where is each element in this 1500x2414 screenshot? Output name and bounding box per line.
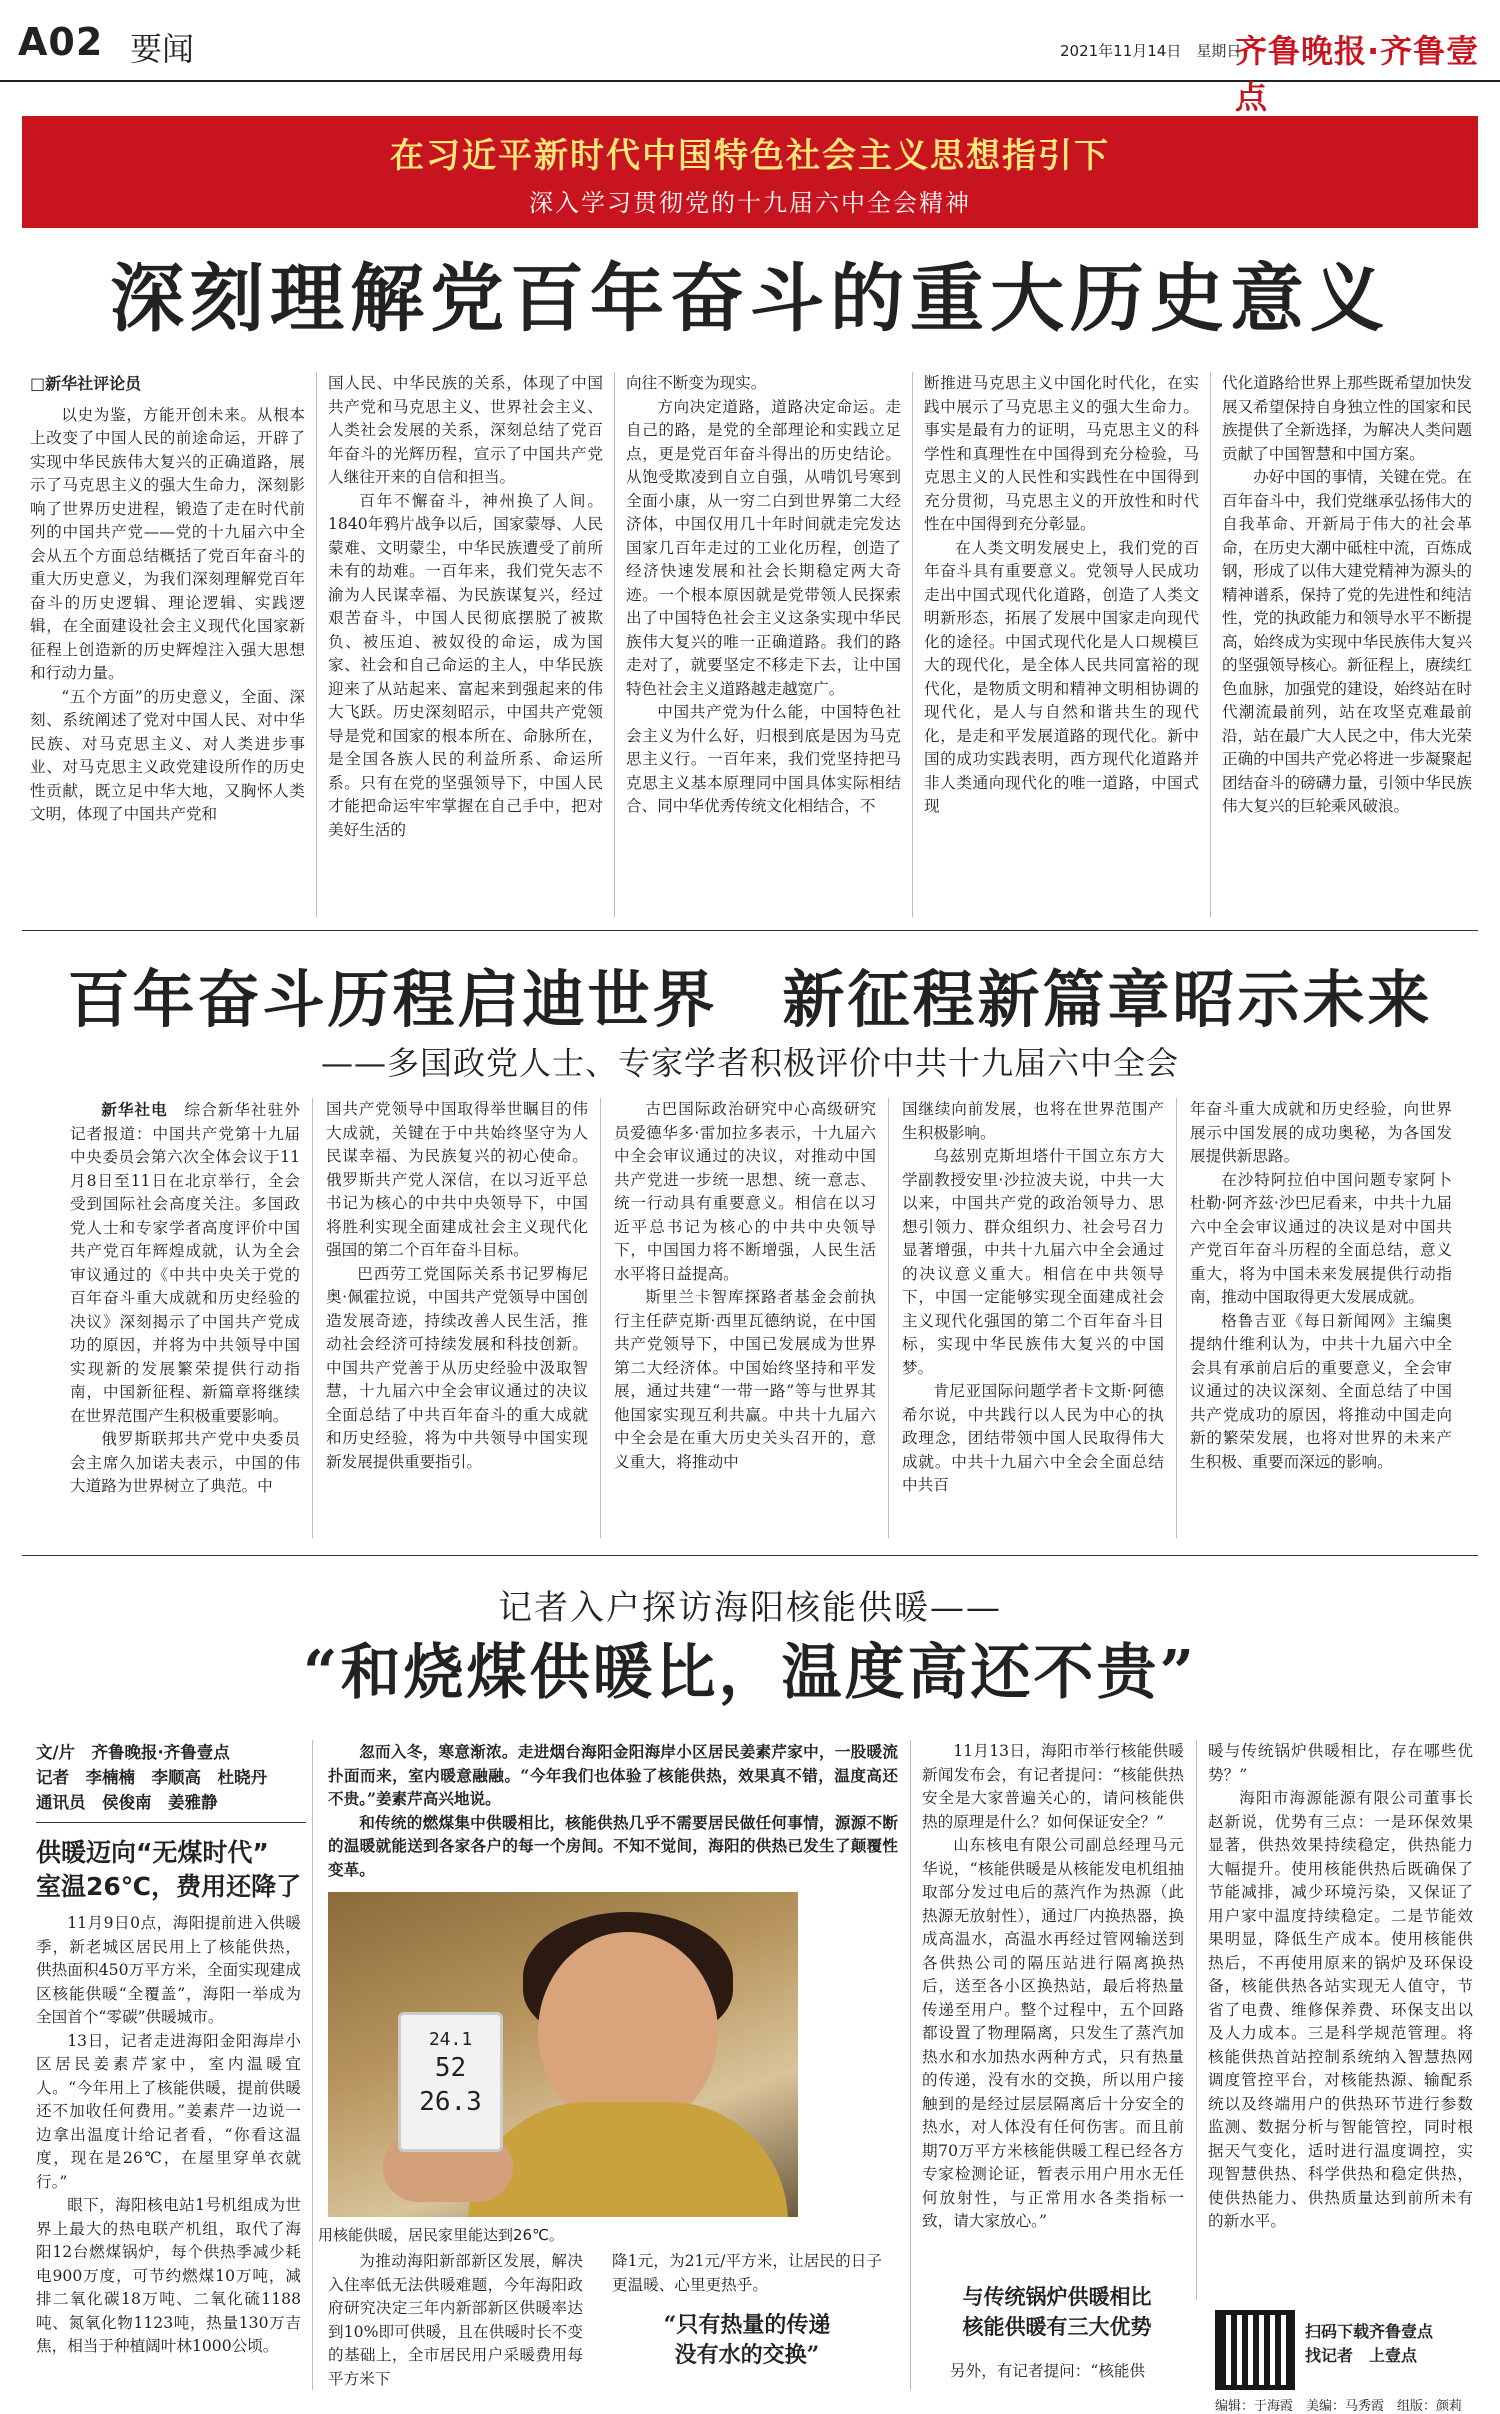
article1-col-5: [1222, 372, 1472, 917]
paragraph: 国人民、中华民族的关系，体现了中国共产党和马克思主义、世界社会主义、人类社会发展的关系，深刻总结了党百年奋斗的光辉历程，宣示了中国共产党人继往开来的自信和担当。: [328, 374, 603, 486]
paragraph: 方向决定道路，道路决定命运。走自己的路，是党的全部理论和实践立足点，更是党百年奋斗得出的历史结论。从饱受欺凌到自立自强，从啃饥号寒到全面小康，从一穷二白到世界第二大经济体，中国仅用几十年时间就走完发达国家几百年走过的工业化历程，创造了经济快速发展和社会长期稳定两大奇迹。一个根本原因就是党带领人民探索出了中国特色社会主义这条实现中华民族伟大复兴的唯一正确道路。我们的路走对了，就要坚定不移走下去，让中国特色社会主义道路越走越宽广。: [626, 397, 901, 698]
credit-line: 文/片 齐鲁晚报·齐鲁壹点: [36, 1743, 230, 1762]
section-label: 要闻: [130, 30, 195, 68]
column-divider: [888, 1098, 889, 1538]
subhead-line: 核能供暖有三大优势: [962, 2315, 1152, 2339]
article2-col-1: [70, 1098, 300, 1538]
subhead-line: 室温26℃，费用还降了: [36, 1872, 302, 1901]
paragraph: 古巴国际政治研究中心高级研究员爱德华多·雷加拉多表示，十九届六中全会审议通过的决议，对推动中国共产党进一步统一思想、统一意志、统一行动具有重要意义。相信在以习近平总书记为核心的中共中央领导下，中国国力将不断增强，人民生活水平将日益提高。: [614, 1100, 876, 1283]
column-divider: [600, 1098, 601, 1538]
article3-col-3b: [612, 2250, 882, 2305]
subhead-line: 供暖迈向“无煤时代”: [36, 1838, 269, 1867]
article1-byline: □新华社评论员: [30, 374, 142, 393]
article3-lead: [328, 1740, 898, 1885]
article2-col-3: [614, 1098, 876, 1538]
paragraph: 国继续向前发展，也将在世界范围产生积极影响。: [902, 1100, 1164, 1142]
article2-col-2: [326, 1098, 588, 1538]
device-readout: 26.3: [419, 2087, 482, 2117]
pull-quote-line: 没有水的交换”: [674, 2342, 820, 2368]
column-divider: [614, 372, 615, 917]
paragraph: 年奋斗重大成就和历史经验，向世界展示中国发展的成功奥秘，为各国发展提供新思路。: [1190, 1100, 1452, 1165]
paragraph: 以史为鉴，方能开创未来。从根本上改变了中国人民的前途命运，开辟了实现中华民族伟大复兴的正确道路，展示了马克思主义的强大生命力，深刻影响了世界历史进程，锻造了走在时代前列的中国共产党——党的十九届六中全会从五个方面总结概括了党百年奋斗的重大历史意义，为我们深刻理解党百年奋斗的历史逻辑、理论逻辑、实践逻辑，在全面建设社会主义现代化国家新征程上创造新的历史辉煌注入强大思想和行动力量。: [30, 405, 305, 682]
article3-col-4b: [950, 2360, 1190, 2390]
article1-col-3: [626, 372, 901, 917]
photo-body: [468, 2102, 788, 2217]
footer-promo: [1305, 2320, 1475, 2368]
section-divider: [22, 1555, 1478, 1556]
column-divider: [1196, 1740, 1197, 2300]
device-readout: 24.1: [428, 2029, 473, 2050]
credit-line: 记者 李楠楠 李顺高 杜晓丹: [36, 1768, 267, 1787]
column-divider: [312, 1098, 313, 1538]
paragraph: 13日，记者走进海阳金阳海岸小区居民姜素芹家中，室内温暖宜人。“今年用上了核能供暖，提前供暖还不加收任何费用。”姜素芹一边说一边拿出温度计给记者看，“你看这温度，现在是26℃，在屋里穿单衣就行。”: [36, 2031, 301, 2191]
column-divider: [1176, 1098, 1177, 1538]
article2-col-4: [902, 1098, 1164, 1538]
device-readout: 52: [434, 2053, 467, 2083]
column-divider: [910, 1740, 911, 2390]
paragraph: 格鲁吉亚《每日新闻网》主编奥提纳什维利认为，中共十九届六中全会具有承前启后的重要意义，全会审议通过的决议深刻、全面总结了中国共产党成功的原因，将推动中国走向新的繁荣发展，也将对世界的未来产生积极、重要而深远的影响。: [1190, 1311, 1452, 1471]
paragraph: “五个方面”的历史意义，全面、深刻、系统阐述了党对中国人民、对中华民族、对马克思主义、对人类进步事业、对马克思主义政党建设所作的历史性贡献，既立足中华大地，又胸怀人类文明，体现了中国共产党和: [30, 687, 305, 823]
pull-quote: [612, 2310, 882, 2370]
thermometer-device: [398, 2012, 503, 2152]
article3-col-1: [36, 1912, 301, 2392]
paragraph: 和传统的燃煤集中供暖相比，核能供热几乎不需要居民做任何事情，源源不断的温暖就能送到各家各户的每一个房间。不知不觉间，海阳的供热已发生了颠覆性变革。: [328, 1812, 898, 1879]
article3-credits: [36, 1740, 306, 1815]
paragraph: 中国共产党为什么能，中国特色社会主义为什么好，归根到底是因为马克思主义行。一百年来，我们党坚持把马克思主义基本原理同中国具体实际相结合、同中华优秀传统文化相结合，不: [626, 703, 901, 815]
paragraph: 综合新华社驻外记者报道：中国共产党第十九届中央委员会第六次全体会议于11月8日至11日在北京举行，全会受到国际社会高度关注。多国政党人士和专家学者高度评价中国共产党百年辉煌成就，认为全会审议通过的《中共中央关于党的百年奋斗重大成就和历史经验的决议》深刻揭示了中国共产党成功的原因，并将为中共领导中国实现新的发展繁荣提供行动指南，中国新征程、新篇章将继续在世界范围产生积极重要影响。: [70, 1101, 300, 1425]
paragraph: 暖与传统锅炉供暖相比，存在哪些优势？”: [1208, 1742, 1473, 1784]
column-divider: [316, 372, 317, 917]
promo-line: 找记者 上壹点: [1305, 2346, 1418, 2365]
editor-credits: 编辑：于海霞 美编：马秀霞 组版：颜莉: [1215, 2399, 1463, 2414]
paragraph: 为推动海阳新部新区发展，解决入住率低无法供暖难题，今年海阳政府研究决定三年内新部新区供暖率达到10%即可供暖，且在供暖时长不变的基础上，全市居民用户采暖费用每平方米下: [328, 2252, 583, 2388]
paragraph: 忽而入冬，寒意渐浓。走进烟台海阳金阳海岸小区居民姜素芹家中，一股暖流扑面而来，室内暖意融融。“今年我们也体验了核能供热，效果真不错，温度高还不贵。”姜素芹高兴地说。: [328, 1742, 898, 1808]
article1-col-1: [30, 372, 305, 917]
article3-col-2b: [328, 2250, 583, 2395]
paragraph: 眼下，海阳核电站1号机组成为世界上最大的热电联产机组，取代了海阳12台燃煤锅炉，每个供热季减少耗电900万度，可节约燃煤10万吨，减排二氧化碳18万吨、二氧化硫1188吨、氮氧化物1123吨，热量130万吉焦，相当于种植阔叶林1000公顷。: [36, 2196, 301, 2355]
theme-banner: [22, 116, 1478, 228]
paragraph: 肯尼亚国际问题学者卡文斯·阿德希尔说，中共践行以人民为中心的执政理念，团结带领中国人民取得伟大成就。中共十九届六中全会全面总结中共百: [902, 1382, 1164, 1494]
paragraph: 断推进马克思主义中国化时代化，在实践中展示了马克思主义的强大生命力。事实是最有力的证明，马克思主义的科学性和真理性在中国得到充分检验，马克思主义的人民性和实践性在中国得到充分贯彻，马克思主义的开放性和时代性在中国得到充分彰显。: [924, 374, 1199, 533]
article1-col-2: [328, 372, 603, 917]
section-divider: [22, 930, 1478, 931]
paragraph: 在人类文明发展史上，我们党的百年奋斗具有重要意义。党领导人民成功走出中国式现代化道路，创造了人类文明新形态，拓展了发展中国家走向现代化的途径。中国式现代化是人口规模巨大的现代化，是全体人民共同富裕的现代化，是物质文明和精神文明相协调的现代化，是人与自然和谐共生的现代化，是走和平发展道路的现代化。新中国的成功实践表明，西方现代化道路并非人类通向现代化的唯一道路，中国式现: [924, 538, 1199, 815]
resident-photo: [328, 1892, 798, 2217]
divider: [36, 1822, 306, 1823]
column-divider: [912, 372, 913, 917]
paragraph: 代化道路给世界上那些既希望加快发展又希望保持自身独立性的国家和民族提供了全新选择，为解决人类问题贡献了中国智慧和中国方案。: [1222, 374, 1472, 463]
paragraph: 国共产党领导中国取得举世瞩目的伟大成就，关键在于中共始终坚守为人民谋幸福、为民族复兴的初心使命。俄罗斯共产党人深信，在以习近平总书记为核心的中共中央领导下，中国将胜利实现全面建成社会主义现代化强国的第二个百年奋斗目标。: [326, 1100, 588, 1259]
newspaper-logo: 齐鲁晚报·齐鲁壹点: [1235, 32, 1480, 116]
paragraph: 另外，有记者提问：“核能供: [950, 2362, 1146, 2380]
paragraph: 乌兹别克斯坦塔什干国立东方大学副教授安里·沙拉波夫说，中共一大以来，中国共产党的政治领导力、思想引领力、群众组织力、社会号召力显著增强，中共十九届六中全会通过的决议意义重大。相信在中共领导下，中国一定能够实现全面建成社会主义现代化强国的第二个百年奋斗目标，实现中华民族伟大复兴的中国梦。: [902, 1147, 1164, 1377]
photo-caption: 用核能供暖，居民家里能达到26℃。: [318, 2226, 564, 2244]
article1-headline: 深刻理解党百年奋斗的重大历史意义: [110, 256, 1390, 342]
paragraph: 11月9日0点，海阳提前进入供暖季，新老城区居民用上了核能供热，供热面积450万平方米，全面实现建成区核能供暖“全覆盖”，海阳一举成为全国首个“零碳”供暖城市。: [36, 1914, 301, 2026]
page-number: A02: [18, 20, 104, 64]
paragraph: 降1元，为21元/平方米，让居民的日子更温暖、心里更热乎。: [612, 2252, 882, 2294]
article2-col-5: [1190, 1098, 1452, 1538]
paragraph: 海阳市海源能源有限公司董事长赵新说，优势有三点：一是环保效果显著，供热效果持续稳定，供热能力大幅提升。使用核能供热后既确保了节能减排，减少环境污染，又保证了用户家中温度持续稳定。二是节能效果明显，降低生产成本。使用核能供热后，不再使用原来的锅炉及环保设备，核能供热各站实现无人值守，节省了电费、维修保养费、环保支出以及人力成本。三是科学规范管理。将核能供热首站控制系统纳入智慧热网调度管控平台，对核能热源、输配系统以及终端用户的供热环节进行参数监测、数据分析与智能管控，同时根据天气变化，适时进行温度调控，实现智慧供热、科学供热和稳定供热，使供热能力、供热质量达到前所未有的新水平。: [1208, 1789, 1473, 2230]
paragraph: 办好中国的事情，关键在党。在百年奋斗中，我们党继承弘扬伟大的自我革命、开新局于伟大的社会革命，在历史大潮中砥柱中流，百炼成钢，形成了以伟大建党精神为源头的精神谱系，保持了党的先进性和纯洁性，党的执政能力和领导水平不断提高，始终成为实现中华民族伟大复兴的坚强领导核心。新征程上，赓续红色血脉，加强党的建设，始终站在时代潮流最前列，站在攻坚克难最前沿，站在最广大人民之中，伟大光荣正确的中国共产党必将进一步凝聚起团结奋斗的磅礴力量，引领中华民族伟大复兴的巨轮乘风破浪。: [1222, 468, 1472, 815]
article3-kicker: 记者入户探访海阳核能供暖——: [498, 1588, 1002, 1628]
article3-subhead-2: [922, 2282, 1192, 2342]
column-divider: [1210, 372, 1211, 917]
article2-headline: 百年奋斗历程启迪世界 新征程新篇章昭示未来: [67, 963, 1433, 1036]
article2-byline: 新华社电: [101, 1100, 168, 1119]
qr-code-icon[interactable]: [1215, 2310, 1295, 2390]
subhead-line: 与传统锅炉供暖相比: [962, 2285, 1152, 2309]
column-divider: [312, 1740, 313, 2390]
banner-title: 在习近平新时代中国特色社会主义思想指引下: [390, 136, 1110, 176]
article3-col-4: [922, 1740, 1184, 2270]
article2-subtitle: ——多国政党人士、专家学者积极评价中共十九届六中全会: [320, 1044, 1179, 1082]
issue-date: 2021年11月14日 星期日: [1060, 42, 1242, 60]
article3-subhead-1: [36, 1836, 316, 1904]
paragraph: 山东核电有限公司副总经理马元华说，“核能供暖是从核能发电机组抽取部分发过电后的蒸汽作为热源（此热源无放射性），通过厂内换热器，换成高温水，高温水再经过管网输送到各供热公司的隔压站进行隔离换热后，送至各小区换热站，最后将热量传递至用户。整个过程中，五个回路都设置了物理隔离，只发生了蒸汽加热水和水加热水两种方式，只有热量的传递，没有水的交换，所以用户接触到的是经过层层隔离后十分安全的热水，对人体没有任何伤害。而且前期70万平方米核能供暖工程已经各方专家检测论证，暂表示用户用水无任何放射性，与正常用水各类指标一致，请大家放心。”: [922, 1836, 1184, 2230]
article1-col-4: [924, 372, 1199, 917]
paragraph: 巴西劳工党国际关系书记罗梅尼奥·佩霍拉说，中国共产党领导中国创造发展奇迹，持续改善人民生活，推动社会经济可持续发展和科技创新。中国共产党善于从历史经验中汲取智慧，十九届六中全会审议通过的决议全面总结了中共百年奋斗的重大成就和历史经验，将为中共领导中国实现新发展提供重要指引。: [326, 1264, 588, 1471]
paragraph: 百年不懈奋斗，神州换了人间。1840年鸦片战争以后，国家蒙辱、人民蒙难、文明蒙尘，中华民族遭受了前所未有的劫难。一百年来，我们党矢志不渝为人民谋幸福、为民族谋复兴，经过艰苦奋斗，中国人民彻底摆脱了被欺负、被压迫、被奴役的命运，成为国家、社会和自己命运的主人，中华民族迎来了从站起来、富起来到强起来的伟大飞跃。历史深刻昭示，中国共产党领导是党和国家的根本所在、命脉所在，是全国各族人民的利益所系、命运所系。只有在党的坚强领导下，中国人民才能把命运牢牢掌握在自己手中，把对美好生活的: [328, 491, 603, 839]
paragraph: 在沙特阿拉伯中国问题专家阿卜杜勒·阿齐兹·沙巴尼看来，中共十九届六中全会审议通过的决议是对中国共产党百年奋斗历程的全面总结，意义重大，将为中国未来发展提供行动指南，推动中国取得更大发展成就。: [1190, 1170, 1452, 1306]
paragraph: 俄罗斯联邦共产党中央委员会主席久加诺夫表示，中国的伟大道路为世界树立了典范。中: [70, 1430, 300, 1495]
paragraph: 斯里兰卡智库探路者基金会前执行主任萨克斯·西里瓦德纳说，在中国共产党领导下，中国已发展成为世界第二大经济体。中国始终坚持和平发展，通过共建“一带一路”等与世界其他国家实现互利共赢。中共十九届六中全会是在重大历史关头召开的，意义重大，将推动中: [614, 1288, 876, 1471]
paragraph: 11月13日，海阳市举行核能供暖新闻发布会，有记者提问：“核能供热安全是大家普遍关心的，请问核能供热的原理是什么？如何保证安全？”: [922, 1742, 1184, 1831]
promo-line: 扫码下载齐鲁壹点: [1305, 2322, 1434, 2341]
paragraph: 向往不断变为现实。: [626, 374, 767, 392]
credit-line: 通讯员 侯俊南 姜雅静: [36, 1793, 218, 1812]
pull-quote-line: “只有热量的传递: [663, 2312, 831, 2338]
article3-col-5: [1208, 1740, 1473, 2295]
banner-subtitle: 深入学习贯彻党的十九届六中全会精神: [529, 189, 971, 217]
article3-headline: “和烧煤供暖比，温度高还不贵”: [302, 1638, 1198, 1708]
